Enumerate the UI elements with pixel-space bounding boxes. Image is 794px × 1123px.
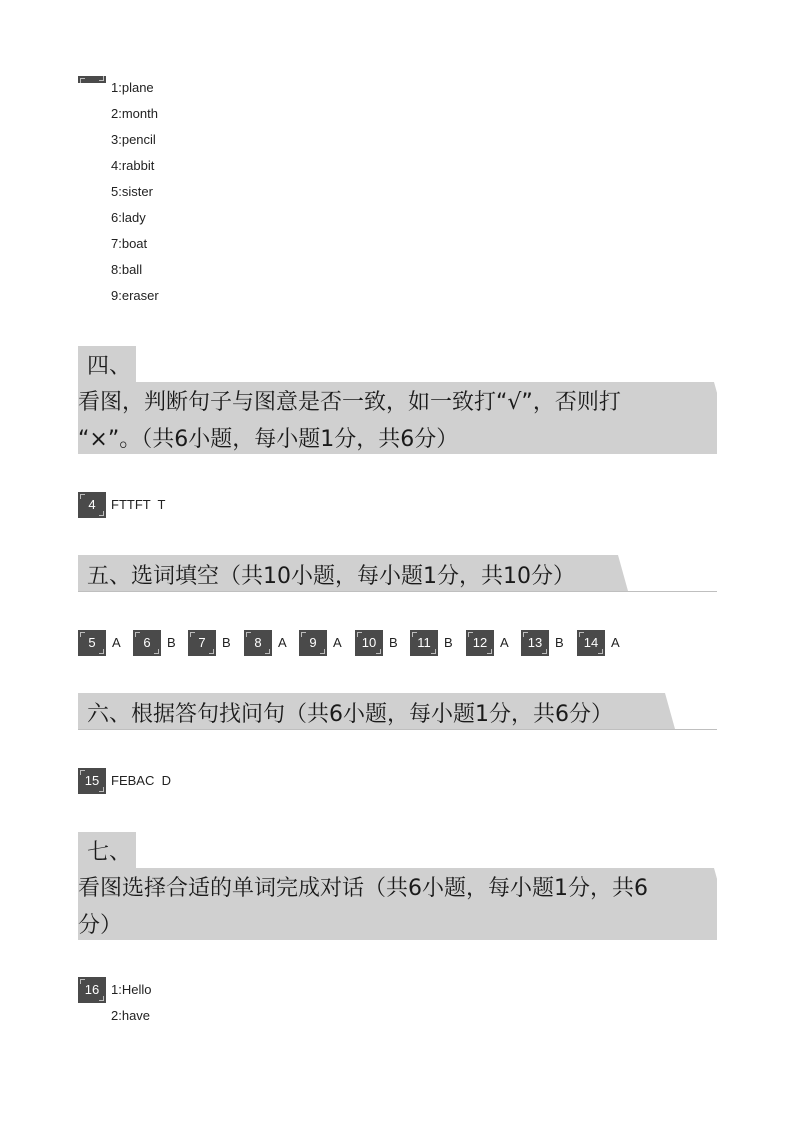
answer-item: 9:eraser (111, 288, 159, 303)
answer-text: B (444, 635, 453, 650)
header-underline (78, 729, 717, 730)
answer-text: A (611, 635, 620, 650)
answer-item: 7:boat (111, 236, 148, 251)
answer-item: 3:pencil (111, 132, 156, 147)
question-number-badge: 6 (133, 630, 161, 656)
header-underline (78, 591, 717, 592)
answer-item: 1:Hello (111, 982, 152, 997)
answer-item: 5:sister (111, 184, 153, 199)
answer-text: FTTFT T (111, 497, 166, 512)
question-number-badge: 11 (410, 630, 438, 656)
answer-text: A (500, 635, 509, 650)
answer-item: 2:have (111, 1008, 151, 1023)
answer-item: 6:lady (111, 210, 146, 225)
answer-item: 4:rabbit (111, 158, 155, 173)
answer-text: B (555, 635, 564, 650)
answer-text: FEBAC D (111, 773, 171, 788)
answer-text: B (222, 635, 231, 650)
section-title-line1: 看图选择合适的单词完成对话（共6小题，每小题1分，共6 (78, 876, 648, 901)
answer-text: A (333, 635, 342, 650)
section-title: 六、根据答句找问句（共6小题，每小题1分，共6分） (87, 702, 613, 727)
section-title-line2: “×”。（共6小题，每小题1分，共6分） (78, 427, 459, 452)
answer-text: B (167, 635, 176, 650)
question-number-badge: 7 (188, 630, 216, 656)
question-number-badge: 4 (78, 492, 106, 518)
section-number: 四、 (87, 354, 132, 379)
answer-item: 8:ball (111, 262, 143, 277)
question-number-badge (78, 76, 106, 83)
section-title-line1: 看图，判断句子与图意是否一致，如一致打“√”，否则打 (78, 390, 621, 415)
question-number-badge: 12 (466, 630, 494, 656)
answer-text: A (112, 635, 121, 650)
question-number-badge: 16 (78, 977, 106, 1003)
question-number-badge: 9 (299, 630, 327, 656)
answer-item: 2:month (111, 106, 158, 121)
answer-item: 1:plane (111, 80, 154, 95)
answer-text: B (389, 635, 398, 650)
question-number-badge: 5 (78, 630, 106, 656)
question-number-badge: 15 (78, 768, 106, 794)
section-number: 七、 (87, 840, 132, 865)
question-number-badge: 8 (244, 630, 272, 656)
question-number-badge: 13 (521, 630, 549, 656)
section-title: 五、选词填空（共10小题，每小题1分，共10分） (87, 564, 575, 589)
question-number-badge: 10 (355, 630, 383, 656)
answer-text: A (278, 635, 287, 650)
section-title-line2: 分） (78, 913, 123, 938)
question-number-badge: 14 (577, 630, 605, 656)
